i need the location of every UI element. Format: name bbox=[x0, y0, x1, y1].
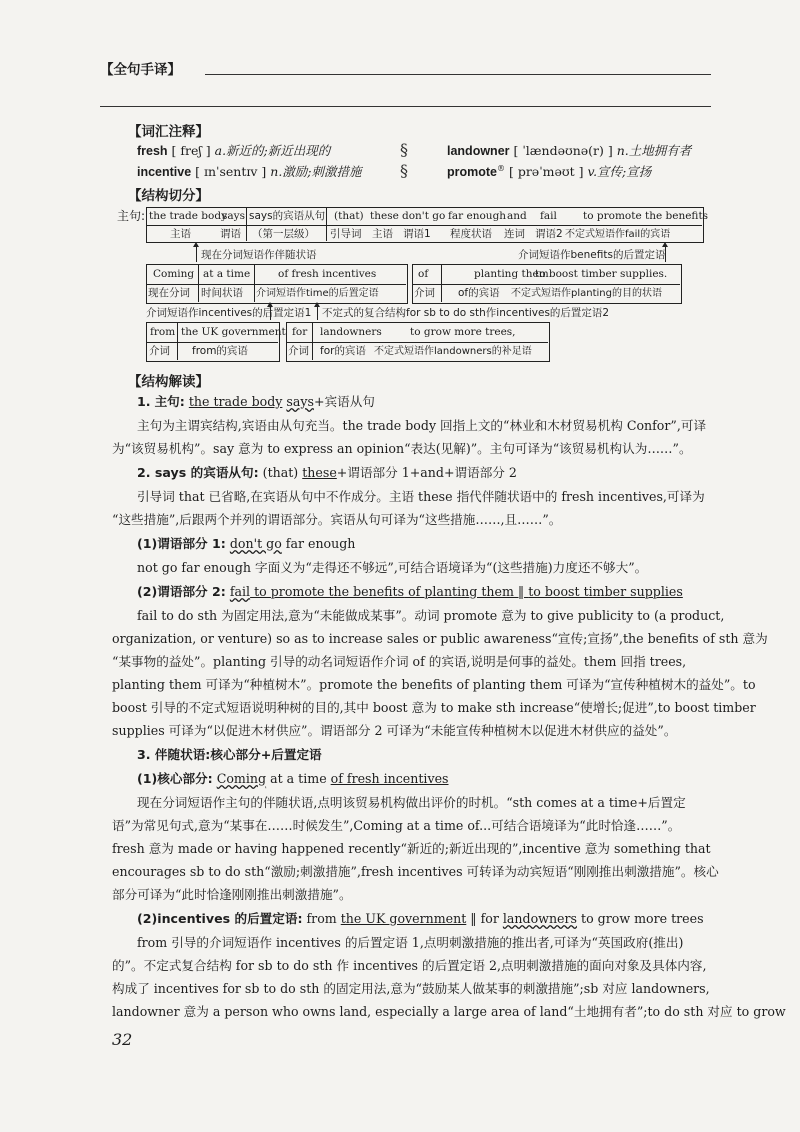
paragraph-line: fail to do sth 为固定用法,意为“未能做成某事”。动词 promote 意为 to give publicity to (a product, bbox=[137, 608, 725, 623]
node-text: of bbox=[418, 268, 429, 280]
section-heading: (1)谓语部分 1: don't go far enough bbox=[137, 536, 356, 551]
node-text: to promote the benefits bbox=[583, 210, 709, 222]
arrow-up-icon bbox=[314, 302, 320, 307]
section-heading: (2)谓语部分 2: fail to promote the benefits of planting them ‖ to boost timber supplies bbox=[137, 584, 683, 599]
box-divider bbox=[246, 207, 247, 241]
box-divider bbox=[177, 322, 178, 360]
role-text: 介词短语作time的后置定语 bbox=[256, 288, 379, 299]
connector-line bbox=[196, 246, 197, 262]
role-text: 引导词 bbox=[330, 228, 362, 240]
paragraph-line: 引导词 that 已省略,在宾语从句中不作成分。主语 these 指代伴随状语中的 fresh incentives,可译为 bbox=[137, 489, 705, 504]
node-text: planting them bbox=[474, 268, 549, 280]
paragraph-line: 主句为主谓宾结构,宾语由从句充当。the trade body 回指上文的“林业和木材贸易机构 Confor”,可译 bbox=[137, 418, 707, 433]
role-text: 连词 bbox=[504, 228, 525, 240]
arrow-up-icon bbox=[267, 302, 273, 307]
box-divider bbox=[326, 207, 327, 241]
translation-line bbox=[100, 106, 711, 107]
section-heading: 3. 伴随状语:核心部分+后置定语 bbox=[137, 747, 322, 762]
role-text: 介词 bbox=[149, 345, 170, 357]
adverbial-note: 现在分词短语作伴随状语 bbox=[201, 249, 317, 261]
paragraph-line: 部分可译为“此时恰逢刚刚推出刺激措施”。 bbox=[112, 887, 352, 902]
box-divider bbox=[254, 264, 255, 302]
role-text: from的宾语 bbox=[192, 345, 248, 357]
paragraph-line: 构成了 incentives for sb to do sth 的固定用法,意为“鼓励某人做某事的刺激措施”;sb 对应 landowners, bbox=[112, 981, 710, 996]
paragraph-line: 的”。不定式复合结构 for sb to do sth 作 incentives 的后置定语 2,点明刺激措施的面向对象及具体内容, bbox=[112, 958, 707, 973]
node-text: the trade body bbox=[149, 210, 228, 222]
paragraph-line: 语”为常见句式,意为“某事在……时候发生”,Coming at a time of...可结合语境译为“此时恰逢……”。 bbox=[112, 818, 681, 833]
arrow-up-icon bbox=[193, 242, 199, 247]
arrow-up-icon bbox=[662, 242, 668, 247]
translation-line bbox=[205, 74, 711, 75]
role-text: （第一层级） bbox=[252, 228, 315, 240]
node-text: and bbox=[507, 210, 527, 222]
vocab-heading: 【词汇注释】 bbox=[128, 124, 209, 140]
paragraph-line: supplies 可译为“以促进木材供应”。谓语部分 2 可译为“未能宣传种植树木以促进木材供应的益处”。 bbox=[112, 723, 677, 738]
section-heading: (1)核心部分: Coming at a time of fresh incentives bbox=[137, 771, 449, 786]
box-divider bbox=[198, 264, 199, 302]
role-text: 谓语2 bbox=[535, 228, 563, 240]
role-text: 程度状语 bbox=[450, 228, 492, 240]
connector-line bbox=[317, 306, 318, 320]
node-text: to grow more trees, bbox=[410, 326, 516, 338]
structure-heading: 【结构切分】 bbox=[128, 188, 209, 204]
vocab-entry: incentive [ ɪnˈsentɪv ] n.激励;刺激措施 bbox=[137, 164, 362, 179]
section-heading: 2. says 的宾语从句: (that) these+谓语部分 1+and+谓语部分 2 bbox=[137, 465, 517, 480]
role-text: for的宾语 bbox=[320, 345, 366, 357]
paragraph-line: “这些措施”,后跟两个并列的谓语部分。宾语从句可译为“这些措施……,且……”。 bbox=[112, 512, 562, 527]
box-divider bbox=[146, 342, 278, 343]
node-text: says bbox=[222, 210, 245, 222]
node-text: from bbox=[150, 326, 176, 338]
node-text: far enough bbox=[448, 210, 507, 222]
node-text: says的宾语从句 bbox=[249, 210, 326, 222]
role-text: 不定式短语作landowners的补足语 bbox=[374, 346, 532, 357]
main-clause-label: 主句: bbox=[117, 209, 146, 223]
paragraph-line: not go far enough 字面义为“走得还不够远”,可结合语境译为“(这些措施)力度还不够大”。 bbox=[137, 560, 648, 575]
analysis-heading: 【结构解读】 bbox=[128, 374, 209, 390]
paragraph-line: “某事物的益处”。planting 引导的动名词短语作介词 of 的宾语,说明是何事的益处。them 回指 trees, bbox=[112, 654, 687, 669]
role-text: 谓语1 bbox=[403, 228, 431, 240]
node-text: these bbox=[370, 210, 399, 222]
paragraph-line: boost 引导的不定式短语说明种树的目的,其中 boost 意为 to make sth increase“使增长;促进”,to boost timber bbox=[112, 700, 756, 715]
role-text: 主语 bbox=[170, 228, 191, 240]
node-text: fail bbox=[540, 210, 557, 222]
divider-ornament: § bbox=[400, 140, 408, 159]
role-text: 谓语 bbox=[220, 228, 241, 240]
paragraph-line: planting them 可译为“种植树木”。promote the benefits of planting them 可译为“宣传种植树木的益处”。to bbox=[112, 677, 756, 692]
node-text: the UK government bbox=[181, 326, 286, 338]
box-divider bbox=[146, 225, 702, 226]
role-text: 主语 bbox=[372, 228, 393, 240]
paragraph-line: from 引导的介词短语作 incentives 的后置定语 1,点明刺激措施的推出者,可译为“英国政府(推出) bbox=[137, 935, 684, 950]
divider-ornament: § bbox=[400, 161, 408, 180]
paragraph-line: encourages sb to do sth“激励;刺激措施”,fresh incentives 可转译为动宾短语“刚刚推出刺激措施”。核心 bbox=[112, 864, 719, 879]
role-text: 介词 bbox=[288, 345, 309, 357]
attr2-note: 不定式的复合结构for sb to do sth作incentives的后置定语2 bbox=[322, 307, 610, 319]
vocab-entry: landowner [ ˈlændəʊnə(r) ] n.土地拥有者 bbox=[447, 143, 692, 158]
paragraph-line: landowner 意为 a person who owns land, especially a large area of land“土地拥有者”;to do sth 对应 to grow bbox=[112, 1004, 786, 1019]
attr1-note: 介词短语作incentives的后置定语1 bbox=[146, 307, 312, 319]
connector-line bbox=[270, 306, 271, 320]
role-text: 现在分词 bbox=[148, 287, 190, 299]
vocab-entry: promote® [ prəˈməʊt ] v.宣传;宣扬 bbox=[447, 163, 652, 179]
node-text: for bbox=[292, 326, 308, 338]
role-text: 介词 bbox=[414, 287, 435, 299]
node-text: landowners bbox=[320, 326, 382, 338]
paragraph-line: organization, or venture) so as to increase sales or public awareness“宣传;宣扬”,the benefits of sth 意为 bbox=[112, 631, 768, 646]
role-text: 时间状语 bbox=[201, 287, 243, 299]
box-divider bbox=[312, 322, 313, 360]
paragraph-line: fresh 意为 made or having happened recently“新近的;新近出现的”,incentive 意为 something that bbox=[112, 841, 711, 856]
role-text: of的宾语 bbox=[458, 287, 500, 299]
section-heading: 1. 主句: the trade body says+宾语从句 bbox=[137, 394, 375, 409]
vocab-entry: fresh [ freʃ ] a.新近的;新近出现的 bbox=[137, 143, 331, 158]
box-divider bbox=[441, 264, 442, 302]
node-text: Coming bbox=[153, 268, 195, 280]
box-divider bbox=[146, 284, 406, 285]
paragraph-line: 为“该贸易机构”。say 意为 to express an opinion“表达(见解)”。主句可译为“该贸易机构认为……”。 bbox=[112, 441, 692, 456]
role-text: 不定式短语作fail的宾语 bbox=[565, 229, 671, 240]
role-text: 不定式短语作planting的目的状语 bbox=[511, 288, 662, 299]
paragraph-line: 现在分词短语作主句的伴随状语,点明该贸易机构做出评价的时机。“sth comes at a time+后置定 bbox=[137, 795, 686, 810]
node-text: don't go bbox=[402, 210, 446, 222]
page-number: 32 bbox=[112, 1030, 133, 1049]
node-text: (that) bbox=[334, 210, 364, 222]
translation-label: 【全句手译】 bbox=[100, 62, 181, 78]
node-text: to boost timber supplies. bbox=[535, 268, 668, 280]
section-heading: (2)incentives 的后置定语: from the UK government ‖ for landowners to grow more trees bbox=[137, 911, 704, 926]
box-divider bbox=[286, 342, 548, 343]
node-text: of fresh incentives bbox=[278, 268, 377, 280]
node-text: at a time bbox=[203, 268, 251, 280]
box-divider bbox=[412, 284, 680, 285]
benefits-note: 介词短语作benefits的后置定语 bbox=[518, 249, 666, 261]
